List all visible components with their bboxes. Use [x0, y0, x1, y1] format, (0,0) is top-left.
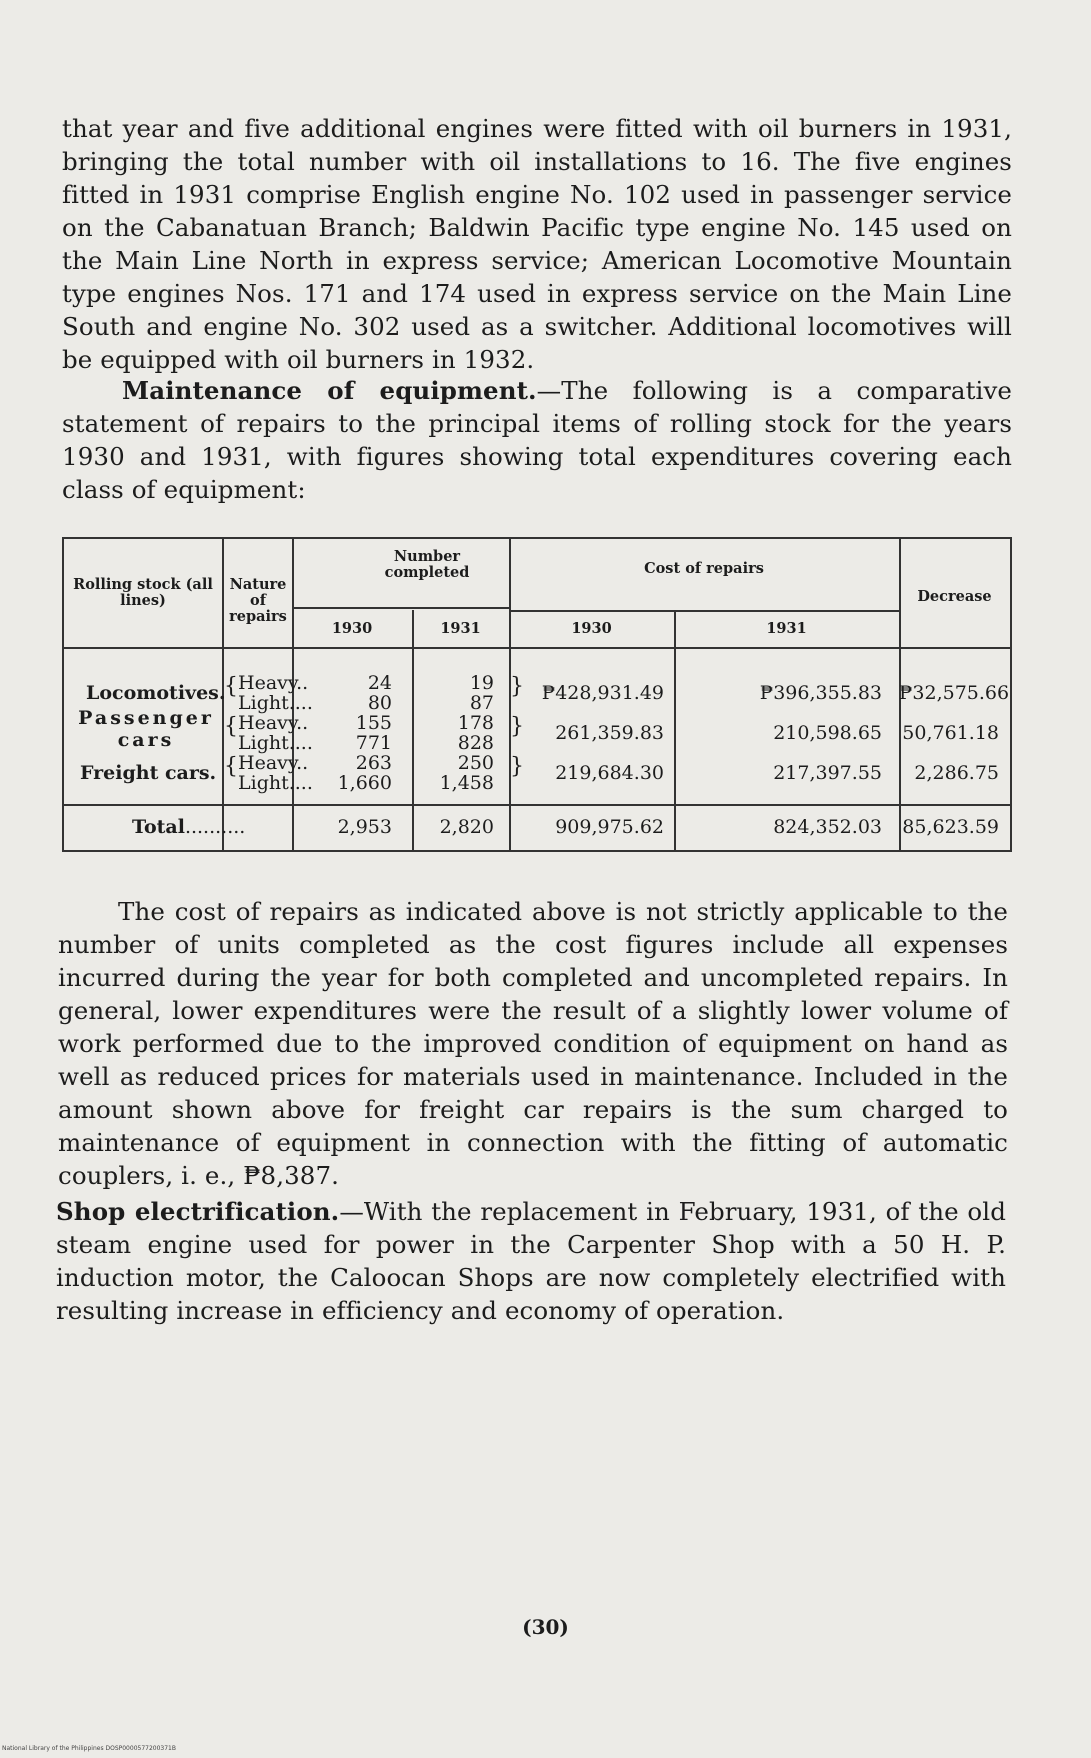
row-total-label: Total..........	[132, 816, 246, 838]
row-passenger-light: Light....	[238, 732, 313, 754]
row-locomotives-label: Locomotives.	[86, 682, 226, 704]
brace-right: }	[510, 714, 524, 739]
page-number: (30)	[522, 1615, 569, 1639]
header-rolling-stock: Rolling stock (all lines)	[73, 576, 213, 609]
brace-right: }	[510, 754, 524, 779]
row-total-cost-1930: 909,975.62	[555, 816, 664, 838]
repairs-table	[62, 537, 1012, 852]
row-freight-light-1931: 1,458	[439, 772, 494, 794]
row-passenger-cost-1931: 210,598.65	[773, 722, 882, 744]
row-freight-light-1930: 1,660	[337, 772, 392, 794]
paragraph-shop-electrification	[56, 1195, 1006, 1327]
header-nature-of-repairs: Nature of repairs	[229, 576, 287, 625]
row-locomotives-heavy: Heavy..	[238, 672, 309, 694]
brace-left: {	[224, 754, 238, 779]
row-total-number-1931: 2,820	[439, 816, 494, 838]
row-locomotives-light-1930: 80	[367, 692, 392, 714]
row-freight-heavy-1930: 263	[355, 752, 392, 774]
table-subheader-rule-cost	[509, 610, 899, 612]
row-freight-heavy: Heavy..	[238, 752, 309, 774]
row-locomotives-cost-1930: ₱428,931.49	[541, 682, 664, 704]
brace-left: {	[224, 674, 238, 699]
table-top-rule	[62, 537, 1012, 539]
heading-shop-electrification: Shop electrification.	[56, 1197, 340, 1226]
header-cost-of-repairs: Cost of repairs	[644, 560, 764, 577]
paragraph-oil-burners: that year and five additional engines were fitted with oil burners in 1931, bringing the total number with oil installations to 16. The five engines fitted in 1931 comprise English engine No. 102 used in passenger service on the Cabanatuan Branch; Baldwin Pacific type engine No. 145 used on the Main Line North in express service; American Locomotive Mountain type engines Nos. 171 and 174 used in express service on the Main Line South and engine No. 302 used as a switcher. Additional locomotives will be equipped with oil burners in 1932.	[62, 114, 1012, 374]
row-locomotives-cost-1931: ₱396,355.83	[759, 682, 882, 704]
table-header-rule	[62, 647, 1012, 649]
library-credit: National Library of the Philippines DOSP0000577200371B	[2, 1745, 176, 1752]
header-cost-1930: 1930	[571, 620, 612, 637]
header-number-1930: 1930	[331, 620, 373, 637]
brace-left: {	[224, 714, 238, 739]
paragraph-shop-electrification-body: —With the replacement in February, 1931, of the old steam engine used for power in the Carpenter Shop with a 50 H. P. induction motor, the Caloocan Shops are now completely electrified with resulting increase in efficiency and economy of operation.	[56, 1197, 1006, 1325]
row-passenger-cost-1930: 261,359.83	[555, 722, 664, 744]
row-total-cost-1931: 824,352.03	[773, 816, 882, 838]
row-total-decrease: 85,623.59	[902, 816, 999, 838]
row-passenger-heavy-1930: 155	[355, 712, 392, 734]
row-total-number-1930: 2,953	[337, 816, 392, 838]
row-freight-heavy-1931: 250	[457, 752, 494, 774]
row-passenger-decrease: 50,761.18	[902, 722, 999, 744]
header-cost-1931: 1931	[766, 620, 807, 637]
row-passenger-heavy: Heavy..	[238, 712, 309, 734]
row-freight-light: Light....	[238, 772, 313, 794]
paragraph-cost-of-repairs: The cost of repairs as indicated above is not strictly applicable to the number of units completed as the cost figures include all expenses incurred during the year for both completed and uncompleted repairs. In general, lower expenditures were the result of a slightly lower volume of work performed due to the improved condition of equipment on hand as well as reduced prices for materials used in maintenance. Included in the amount shown above for freight car repairs is the sum charged to maintenance of equipment in connection with the fitting of automatic couplers, i. e., ₱8,387.	[58, 897, 1008, 1190]
table-bottom-rule	[62, 850, 1012, 852]
paragraph-maintenance-body: —The following is a comparative statement of repairs to the principal items of rolling stock for the years 1930 and 1931, with figures showing total expenditures covering each class of equipment:	[62, 376, 1012, 504]
row-freight-cost-1930: 219,684.30	[555, 762, 664, 784]
row-passenger-label: Passenger cars	[78, 707, 214, 751]
row-locomotives-heavy-1930: 24	[367, 672, 392, 694]
paragraph-maintenance-of-equipment	[62, 374, 1012, 506]
row-locomotives-light-1931: 87	[469, 692, 494, 714]
row-freight-label: Freight cars.	[80, 762, 217, 784]
row-locomotives-heavy-1931: 19	[469, 672, 494, 694]
row-passenger-light-1930: 771	[355, 732, 392, 754]
row-passenger-light-1931: 828	[457, 732, 494, 754]
row-locomotives-light: Light....	[238, 692, 313, 714]
table-left-rule	[62, 537, 64, 852]
row-freight-cost-1931: 217,397.55	[773, 762, 882, 784]
table-subheader-rule-number	[292, 607, 509, 609]
header-number-1931: 1931	[440, 620, 481, 637]
row-passenger-heavy-1931: 178	[457, 712, 494, 734]
heading-maintenance-of-equipment: Maintenance of equipment.	[122, 376, 537, 405]
row-freight-decrease: 2,286.75	[914, 762, 999, 784]
table-right-rule	[1010, 537, 1012, 852]
header-decrease: Decrease	[917, 588, 992, 605]
total-label-text: Total	[132, 816, 185, 838]
row-locomotives-decrease: ₱32,575.66	[899, 682, 1010, 704]
table-total-rule	[62, 804, 1012, 806]
header-number-completed: Number completed	[384, 548, 470, 581]
brace-right: }	[510, 674, 524, 699]
